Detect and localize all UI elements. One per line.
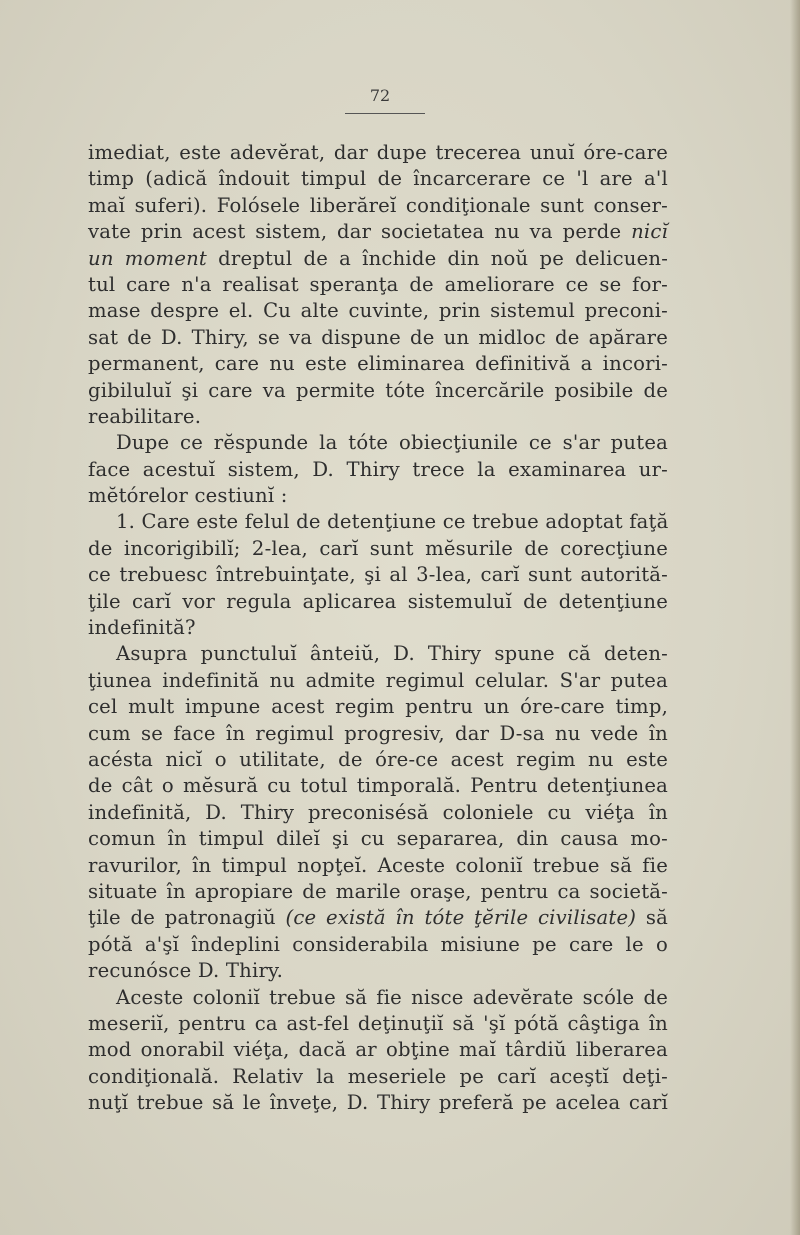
text-line <box>88 853 668 879</box>
text-line <box>88 246 668 272</box>
text-line <box>88 509 668 535</box>
text-line <box>88 826 668 852</box>
text-line <box>88 483 668 509</box>
text-line <box>88 1011 668 1037</box>
line-text: condiţională. Relativ la meseriele pe carĭ aceştĭ deţi- <box>88 1064 668 1088</box>
text-line <box>88 747 668 773</box>
text-line <box>88 536 668 562</box>
italic-text: un moment <box>88 246 208 270</box>
line-text: permanent, care nu este eliminarea definitivă a incori- <box>88 352 668 376</box>
text-line <box>88 140 668 166</box>
text-line <box>88 166 668 192</box>
line-text: nuţĭ trebue să le înveţe, D. Thiry preferă pe acelea carĭ <box>88 1091 668 1115</box>
text-line <box>88 800 668 826</box>
text-line <box>88 404 668 430</box>
line-text: ţiunea indefinită nu admite regimul celular. S'ar putea <box>88 668 668 692</box>
line-text: recunósce D. Thiry. <box>88 959 284 983</box>
line-text: vate prin acest sistem, dar societatea nu va perde <box>88 220 622 244</box>
italic-text: nicĭ <box>631 220 669 244</box>
text-line <box>88 325 668 351</box>
text-line <box>88 589 668 615</box>
line-text: Aceste coloniĭ trebue să fie nisce adevĕrate scóle de <box>116 985 668 1009</box>
text-line <box>88 615 668 641</box>
text-line <box>88 932 668 958</box>
line-text: cum se face în regimul progresiv, dar D-sa nu vede în <box>88 721 668 745</box>
page-edge-shadow <box>790 0 800 1235</box>
text-line <box>88 773 668 799</box>
line-text: de cât o mĕsură cu totul timporală. Pentru detenţiunea <box>88 774 668 798</box>
line-text: timp (adică îndouit timpul de încarcerare ce 'l are a'l <box>88 167 668 191</box>
line-text: imediat, este adevĕrat, dar dupe trecerea unuĭ óre-care <box>88 141 668 164</box>
text-line <box>88 562 668 588</box>
line-text: mod onorabil viéţa, dacă ar obţine maĭ târdiŭ liberarea <box>88 1038 668 1062</box>
text-line <box>88 272 668 298</box>
line-text: ravurilor, în timpul nopţeĭ. Aceste coloniĭ trebue să fie <box>88 853 668 877</box>
line-text: să <box>636 906 668 930</box>
line-text: indefinită, D. Thiry preconisésă coloniele cu viéţa în <box>88 800 668 824</box>
line-text: ţile carĭ vor regula aplicarea sistemuluĭ de detenţiune <box>88 589 668 613</box>
text-line <box>88 905 668 931</box>
line-text: mĕtórelor cestiunĭ : <box>88 484 288 508</box>
line-text: situate în apropiare de marile oraşe, pentru ca societă- <box>88 879 668 903</box>
line-text: face acestuĭ sistem, D. Thiry trece la examinarea ur- <box>88 457 668 481</box>
line-text: indefinită? <box>88 616 196 640</box>
text-line <box>88 694 668 720</box>
text-line <box>88 721 668 747</box>
text-line <box>88 668 668 694</box>
line-text: ţile de patronagiŭ <box>88 906 286 930</box>
line-text: reabilitare. <box>88 404 202 428</box>
text-line <box>88 219 668 245</box>
text-line <box>88 985 668 1011</box>
line-text: Asupra punctuluĭ ânteiŭ, D. Thiry spune că deten- <box>116 642 668 666</box>
text-line <box>88 193 668 219</box>
line-text: maĭ suferi). Folósele liberăreĭ condiţionale sunt conser- <box>88 193 668 217</box>
text-line <box>88 378 668 404</box>
line-text: mase despre el. Cu alte cuvinte, prin sistemul preconi- <box>88 299 668 323</box>
text-line <box>88 1064 668 1090</box>
text-line <box>88 457 668 483</box>
line-text: Dupe ce rĕspunde la tóte obiecţiunile ce s'ar putea <box>116 431 668 455</box>
line-text: comun în timpul dileĭ şi cu separarea, din causa mo- <box>88 827 668 851</box>
page-number: 72 <box>369 86 391 105</box>
text-line <box>88 1037 668 1063</box>
text-line <box>88 298 668 324</box>
line-text: acésta nicĭ o utilitate, de óre-ce acest regim nu este <box>88 747 668 771</box>
line-text: pótă a'şĭ îndeplini considerabila misiune pe care le o <box>88 932 668 956</box>
line-text: cel mult impune acest regim pentru un óre-care timp, <box>88 695 668 719</box>
text-line <box>88 351 668 377</box>
line-text: tul care n'a realisat speranţa de ameliorare ce se for- <box>88 272 668 296</box>
line-text: meseriĭ, pentru ca ast-fel deţinuţiĭ să 'şĭ pótă câştiga în <box>88 1011 668 1035</box>
italic-text: (ce există în tóte ţĕrile civilisate) <box>285 906 637 930</box>
body-text <box>88 140 668 1116</box>
header-rule <box>345 113 425 114</box>
line-text: ce trebuesc întrebuinţate, şi al 3-lea, carĭ sunt autorită- <box>88 563 668 587</box>
text-line <box>88 958 668 984</box>
line-text: gibiluluĭ şi care va permite tóte încercările posibile de <box>88 378 668 402</box>
line-text: 1. Care este felul de detenţiune ce trebue adoptat faţă <box>116 510 669 534</box>
text-line <box>88 641 668 667</box>
line-text: sat de D. Thiry, se va dispune de un midloc de apărare <box>88 325 668 349</box>
text-line <box>88 879 668 905</box>
text-line <box>88 1090 668 1116</box>
line-text: de incorigibilĭ; 2-lea, carĭ sunt mĕsurile de corecţiune <box>88 536 668 560</box>
line-text: dreptul de a închide din noŭ pe delicuen- <box>207 246 669 270</box>
text-line <box>88 430 668 456</box>
